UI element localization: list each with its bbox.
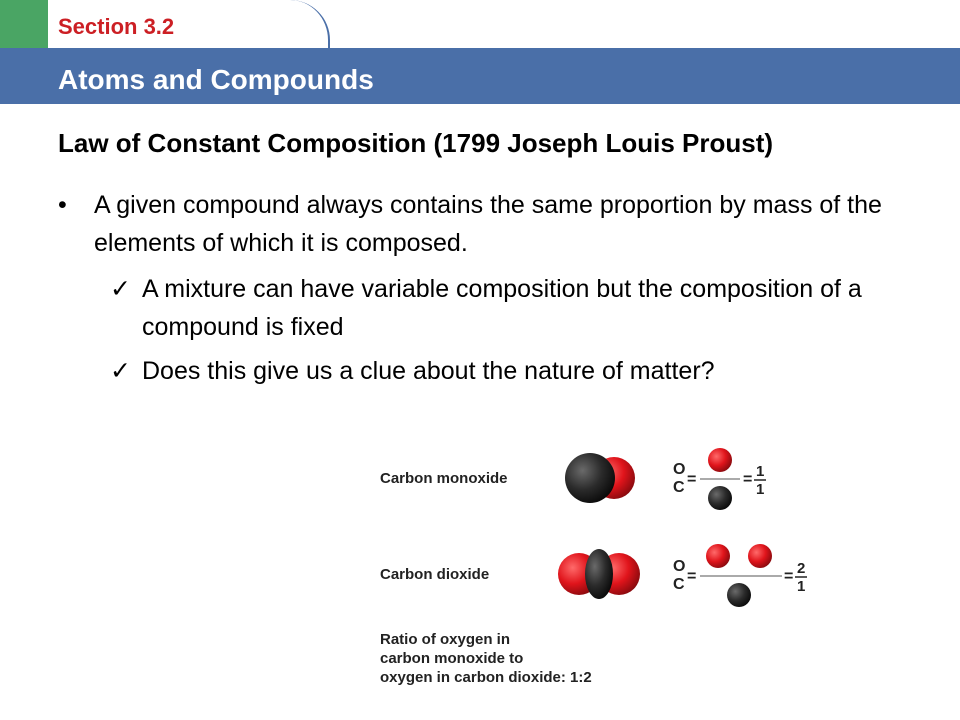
composition-figure — [370, 440, 830, 700]
ratio-o-letter: O — [673, 558, 686, 575]
sub-bullet-text: Does this give us a clue about the nature of matter? — [142, 357, 715, 385]
oxygen-atom — [706, 544, 730, 568]
checkmark-icon: ✓ — [110, 275, 131, 303]
result-numerator: 1 — [756, 463, 765, 480]
result-denominator: 1 — [756, 481, 765, 498]
ratio-equals: = — [743, 471, 753, 488]
checkmark-icon: ✓ — [110, 357, 131, 385]
ratio-equals: = — [687, 471, 697, 488]
ratio-note-line: Ratio of oxygen in — [380, 631, 511, 648]
ratio-equals: = — [687, 568, 697, 585]
carbon-atom — [565, 453, 615, 503]
main-bullet-text: A given compound always contains the same proportion by mass of the elements of which it is composed. — [94, 191, 882, 257]
ratio-note-line: oxygen in carbon dioxide: 1:2 — [380, 669, 592, 686]
ratio-equals: = — [784, 568, 794, 585]
slide-header — [0, 0, 960, 104]
carbon-atom — [585, 549, 613, 599]
carbon-atom — [708, 486, 732, 510]
ratio-c-letter: C — [673, 576, 685, 593]
result-numerator: 2 — [797, 560, 806, 577]
sub-bullet-text: A mixture can have variable composition but the composition of a compound is fixed — [142, 275, 862, 341]
header-green-square — [0, 0, 48, 48]
ratio-note — [380, 630, 592, 687]
bullet-dot: • — [58, 191, 67, 219]
oxygen-atom — [748, 544, 772, 568]
ratio-note-line: carbon monoxide to — [380, 650, 524, 667]
result-denominator: 1 — [797, 578, 806, 595]
section-label: Section 3.2 — [58, 14, 175, 39]
ratio-c-letter: C — [673, 479, 685, 496]
slide-title: Law of Constant Composition (1799 Joseph Louis Proust) — [58, 128, 774, 158]
chapter-subtitle: Atoms and Compounds — [58, 64, 374, 95]
carbon-dioxide-label: Carbon dioxide — [380, 566, 490, 583]
molecule-diagram — [370, 440, 830, 630]
carbon-atom — [727, 583, 751, 607]
carbon-monoxide-label: Carbon monoxide — [380, 470, 508, 487]
ratio-o-letter: O — [673, 461, 686, 478]
oxygen-atom — [708, 448, 732, 472]
